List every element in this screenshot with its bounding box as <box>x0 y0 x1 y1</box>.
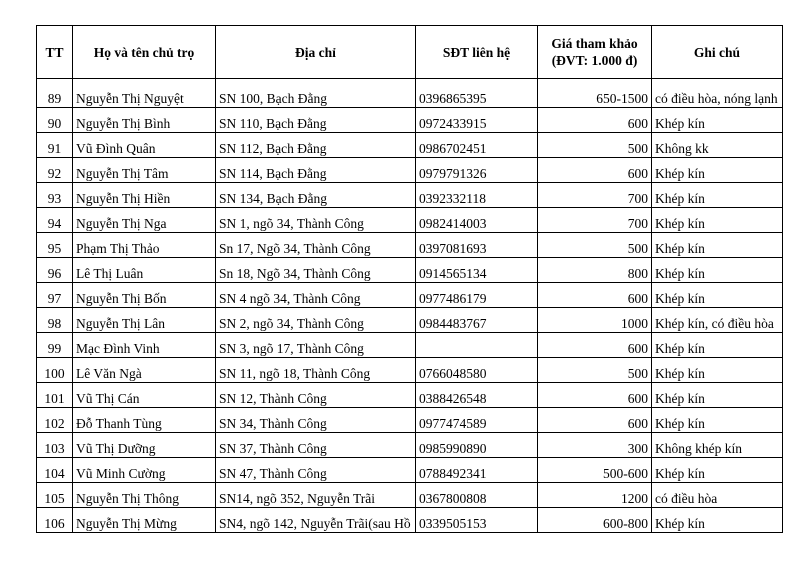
cell-tt: 94 <box>37 208 73 233</box>
cell-name: Nguyễn Thị Lân <box>73 308 216 333</box>
table-row <box>37 508 783 533</box>
table-row <box>37 458 783 483</box>
cell-price: 500-600 <box>538 458 652 483</box>
cell-name: Nguyễn Thị Hiền <box>73 183 216 208</box>
table-row <box>37 108 783 133</box>
cell-name: Nguyễn Thị Nguyệt <box>73 79 216 108</box>
table-row <box>37 258 783 283</box>
cell-tt: 105 <box>37 483 73 508</box>
cell-note: có điều hòa <box>652 483 783 508</box>
landlord-table-sheet <box>36 25 783 533</box>
cell-price: 700 <box>538 183 652 208</box>
cell-price: 600 <box>538 408 652 433</box>
table-row <box>37 333 783 358</box>
cell-tt: 104 <box>37 458 73 483</box>
cell-price: 300 <box>538 433 652 458</box>
table-row <box>37 233 783 258</box>
cell-tt: 103 <box>37 433 73 458</box>
cell-address: SN 100, Bạch Đằng <box>216 79 416 108</box>
cell-name: Lê Văn Ngà <box>73 358 216 383</box>
cell-price: 600 <box>538 333 652 358</box>
cell-phone: 0972433915 <box>416 108 538 133</box>
cell-tt: 90 <box>37 108 73 133</box>
cell-note: Khép kín <box>652 383 783 408</box>
cell-price: 650-1500 <box>538 79 652 108</box>
cell-price: 700 <box>538 208 652 233</box>
header-price-line2: (ĐVT: 1.000 đ) <box>551 53 638 68</box>
cell-note: Khép kín <box>652 158 783 183</box>
cell-note: Khép kín <box>652 258 783 283</box>
cell-address: Sn 17, Ngõ 34, Thành Công <box>216 233 416 258</box>
cell-tt: 96 <box>37 258 73 283</box>
cell-phone: 0977486179 <box>416 283 538 308</box>
cell-phone: 0339505153 <box>416 508 538 533</box>
table-header-row <box>37 26 783 79</box>
table-row <box>37 408 783 433</box>
cell-tt: 89 <box>37 79 73 108</box>
cell-tt: 100 <box>37 358 73 383</box>
cell-address: SN14, ngõ 352, Nguyễn Trãi <box>216 483 416 508</box>
cell-note: Khép kín <box>652 108 783 133</box>
cell-address: SN 110, Bạch Đằng <box>216 108 416 133</box>
cell-name: Nguyễn Thị Nga <box>73 208 216 233</box>
cell-name: Nguyễn Thị Mừng <box>73 508 216 533</box>
cell-phone: 0985990890 <box>416 433 538 458</box>
table-row <box>37 383 783 408</box>
header-price <box>538 26 652 79</box>
header-tt: TT <box>37 26 73 79</box>
cell-phone: 0396865395 <box>416 79 538 108</box>
header-phone: SĐT liên hệ <box>416 26 538 79</box>
cell-note: Khép kín <box>652 508 783 533</box>
cell-note: Khép kín <box>652 358 783 383</box>
cell-name: Vũ Thị Cán <box>73 383 216 408</box>
cell-name: Vũ Đình Quân <box>73 133 216 158</box>
cell-address: SN 47, Thành Công <box>216 458 416 483</box>
cell-note: Khép kín <box>652 283 783 308</box>
cell-phone: 0788492341 <box>416 458 538 483</box>
cell-phone: 0397081693 <box>416 233 538 258</box>
cell-name: Nguyễn Thị Tâm <box>73 158 216 183</box>
cell-address: SN 1, ngõ 34, Thành Công <box>216 208 416 233</box>
cell-note: có điều hòa, nóng lạnh <box>652 79 783 108</box>
table-row <box>37 79 783 108</box>
cell-phone: 0982414003 <box>416 208 538 233</box>
cell-phone: 0979791326 <box>416 158 538 183</box>
cell-note: Không kk <box>652 133 783 158</box>
cell-price: 600 <box>538 108 652 133</box>
table-row <box>37 358 783 383</box>
cell-address: SN 37, Thành Công <box>216 433 416 458</box>
table-row <box>37 208 783 233</box>
cell-phone: 0392332118 <box>416 183 538 208</box>
cell-tt: 91 <box>37 133 73 158</box>
table-row <box>37 158 783 183</box>
cell-tt: 97 <box>37 283 73 308</box>
cell-address: SN4, ngõ 142, Nguyễn Trãi(sau Hồ <box>216 508 416 533</box>
table-row <box>37 283 783 308</box>
cell-tt: 93 <box>37 183 73 208</box>
cell-phone: 0914565134 <box>416 258 538 283</box>
cell-tt: 99 <box>37 333 73 358</box>
cell-phone: 0388426548 <box>416 383 538 408</box>
cell-price: 500 <box>538 133 652 158</box>
cell-note: Không khép kín <box>652 433 783 458</box>
cell-price: 1000 <box>538 308 652 333</box>
cell-address: SN 11, ngõ 18, Thành Công <box>216 358 416 383</box>
cell-price: 500 <box>538 233 652 258</box>
header-name: Họ và tên chủ trọ <box>73 26 216 79</box>
cell-price: 600 <box>538 383 652 408</box>
table-body <box>37 79 783 533</box>
cell-name: Nguyễn Thị Thông <box>73 483 216 508</box>
cell-name: Mạc Đình Vinh <box>73 333 216 358</box>
header-address: Địa chỉ <box>216 26 416 79</box>
cell-address: SN 4 ngõ 34, Thành Công <box>216 283 416 308</box>
cell-address: SN 12, Thành Công <box>216 383 416 408</box>
cell-note: Khép kín, có điều hòa <box>652 308 783 333</box>
header-note: Ghi chú <box>652 26 783 79</box>
table-row <box>37 433 783 458</box>
cell-note: Khép kín <box>652 208 783 233</box>
cell-price: 600 <box>538 158 652 183</box>
cell-name: Lê Thị Luân <box>73 258 216 283</box>
cell-address: SN 34, Thành Công <box>216 408 416 433</box>
cell-tt: 101 <box>37 383 73 408</box>
cell-name: Phạm Thị Thảo <box>73 233 216 258</box>
cell-phone: 0984483767 <box>416 308 538 333</box>
table-row <box>37 308 783 333</box>
cell-address: SN 112, Bạch Đằng <box>216 133 416 158</box>
cell-address: SN 3, ngõ 17, Thành Công <box>216 333 416 358</box>
cell-tt: 106 <box>37 508 73 533</box>
cell-name: Đỗ Thanh Tùng <box>73 408 216 433</box>
cell-address: Sn 18, Ngõ 34, Thành Công <box>216 258 416 283</box>
cell-price: 500 <box>538 358 652 383</box>
cell-name: Nguyễn Thị Bình <box>73 108 216 133</box>
cell-note: Khép kín <box>652 458 783 483</box>
cell-name: Vũ Minh Cường <box>73 458 216 483</box>
cell-address: SN 114, Bạch Đằng <box>216 158 416 183</box>
cell-price: 600 <box>538 283 652 308</box>
cell-name: Vũ Thị Dưỡng <box>73 433 216 458</box>
cell-tt: 92 <box>37 158 73 183</box>
table-row <box>37 183 783 208</box>
cell-phone: 0986702451 <box>416 133 538 158</box>
table-row <box>37 483 783 508</box>
cell-phone <box>416 333 538 358</box>
cell-price: 600-800 <box>538 508 652 533</box>
cell-phone: 0367800808 <box>416 483 538 508</box>
cell-phone: 0766048580 <box>416 358 538 383</box>
cell-note: Khép kín <box>652 233 783 258</box>
cell-note: Khép kín <box>652 408 783 433</box>
header-price-line1: Giá tham khảo <box>551 36 638 51</box>
cell-price: 800 <box>538 258 652 283</box>
cell-name: Nguyễn Thị Bốn <box>73 283 216 308</box>
cell-tt: 95 <box>37 233 73 258</box>
cell-note: Khép kín <box>652 333 783 358</box>
cell-phone: 0977474589 <box>416 408 538 433</box>
cell-address: SN 2, ngõ 34, Thành Công <box>216 308 416 333</box>
cell-price: 1200 <box>538 483 652 508</box>
landlord-table <box>36 25 783 533</box>
cell-tt: 102 <box>37 408 73 433</box>
table-row <box>37 133 783 158</box>
cell-tt: 98 <box>37 308 73 333</box>
cell-address: SN 134, Bạch Đằng <box>216 183 416 208</box>
cell-note: Khép kín <box>652 183 783 208</box>
